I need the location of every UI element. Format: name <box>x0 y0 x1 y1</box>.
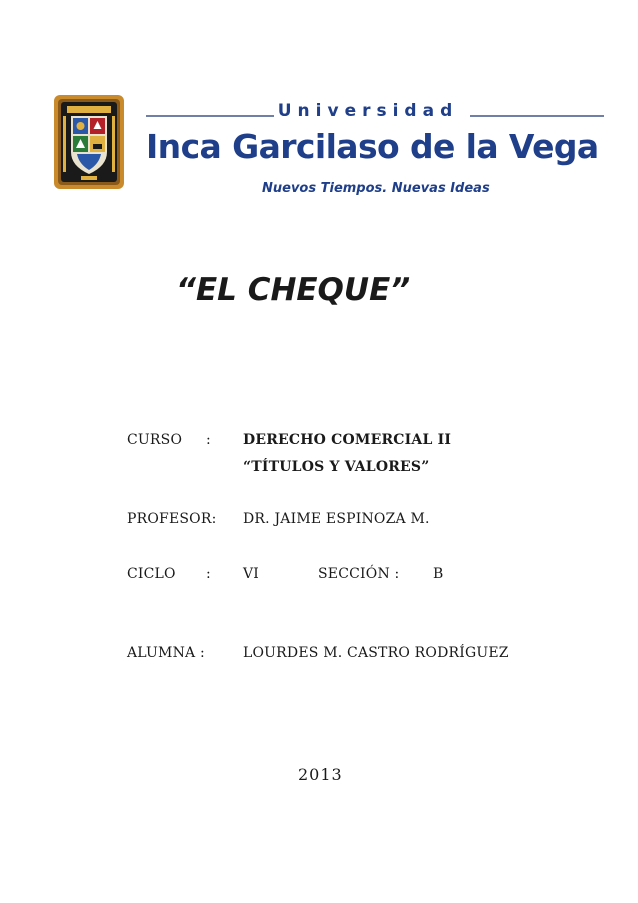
curso-label: CURSO <box>127 432 183 448</box>
university-crest-logo <box>53 94 125 190</box>
document-year: 2013 <box>298 765 343 784</box>
curso-value-line1: DERECHO COMERCIAL II <box>243 432 452 448</box>
seccion-value: B <box>433 566 444 582</box>
ciclo-value: VI <box>243 566 260 582</box>
university-label: Universidad <box>277 101 459 121</box>
header-rule-right <box>470 115 604 117</box>
ciclo-colon: : <box>206 566 211 582</box>
seccion-label: SECCIÓN : <box>318 566 400 582</box>
alumna-label: ALUMNA : <box>127 645 205 661</box>
document-title: “EL CHEQUE” <box>176 272 411 308</box>
profesor-label: PROFESOR: <box>127 511 217 527</box>
alumna-value: LOURDES M. CASTRO RODRÍGUEZ <box>243 645 509 661</box>
ciclo-label: CICLO <box>127 566 176 582</box>
university-name: Inca Garcilaso de la Vega <box>146 127 599 166</box>
curso-value-line2: “TÍTULOS Y VALORES” <box>243 459 430 475</box>
university-motto: Nuevos Tiempos. Nuevas Ideas <box>262 181 490 196</box>
curso-colon: : <box>206 432 211 448</box>
profesor-value: DR. JAIME ESPINOZA M. <box>243 511 430 527</box>
